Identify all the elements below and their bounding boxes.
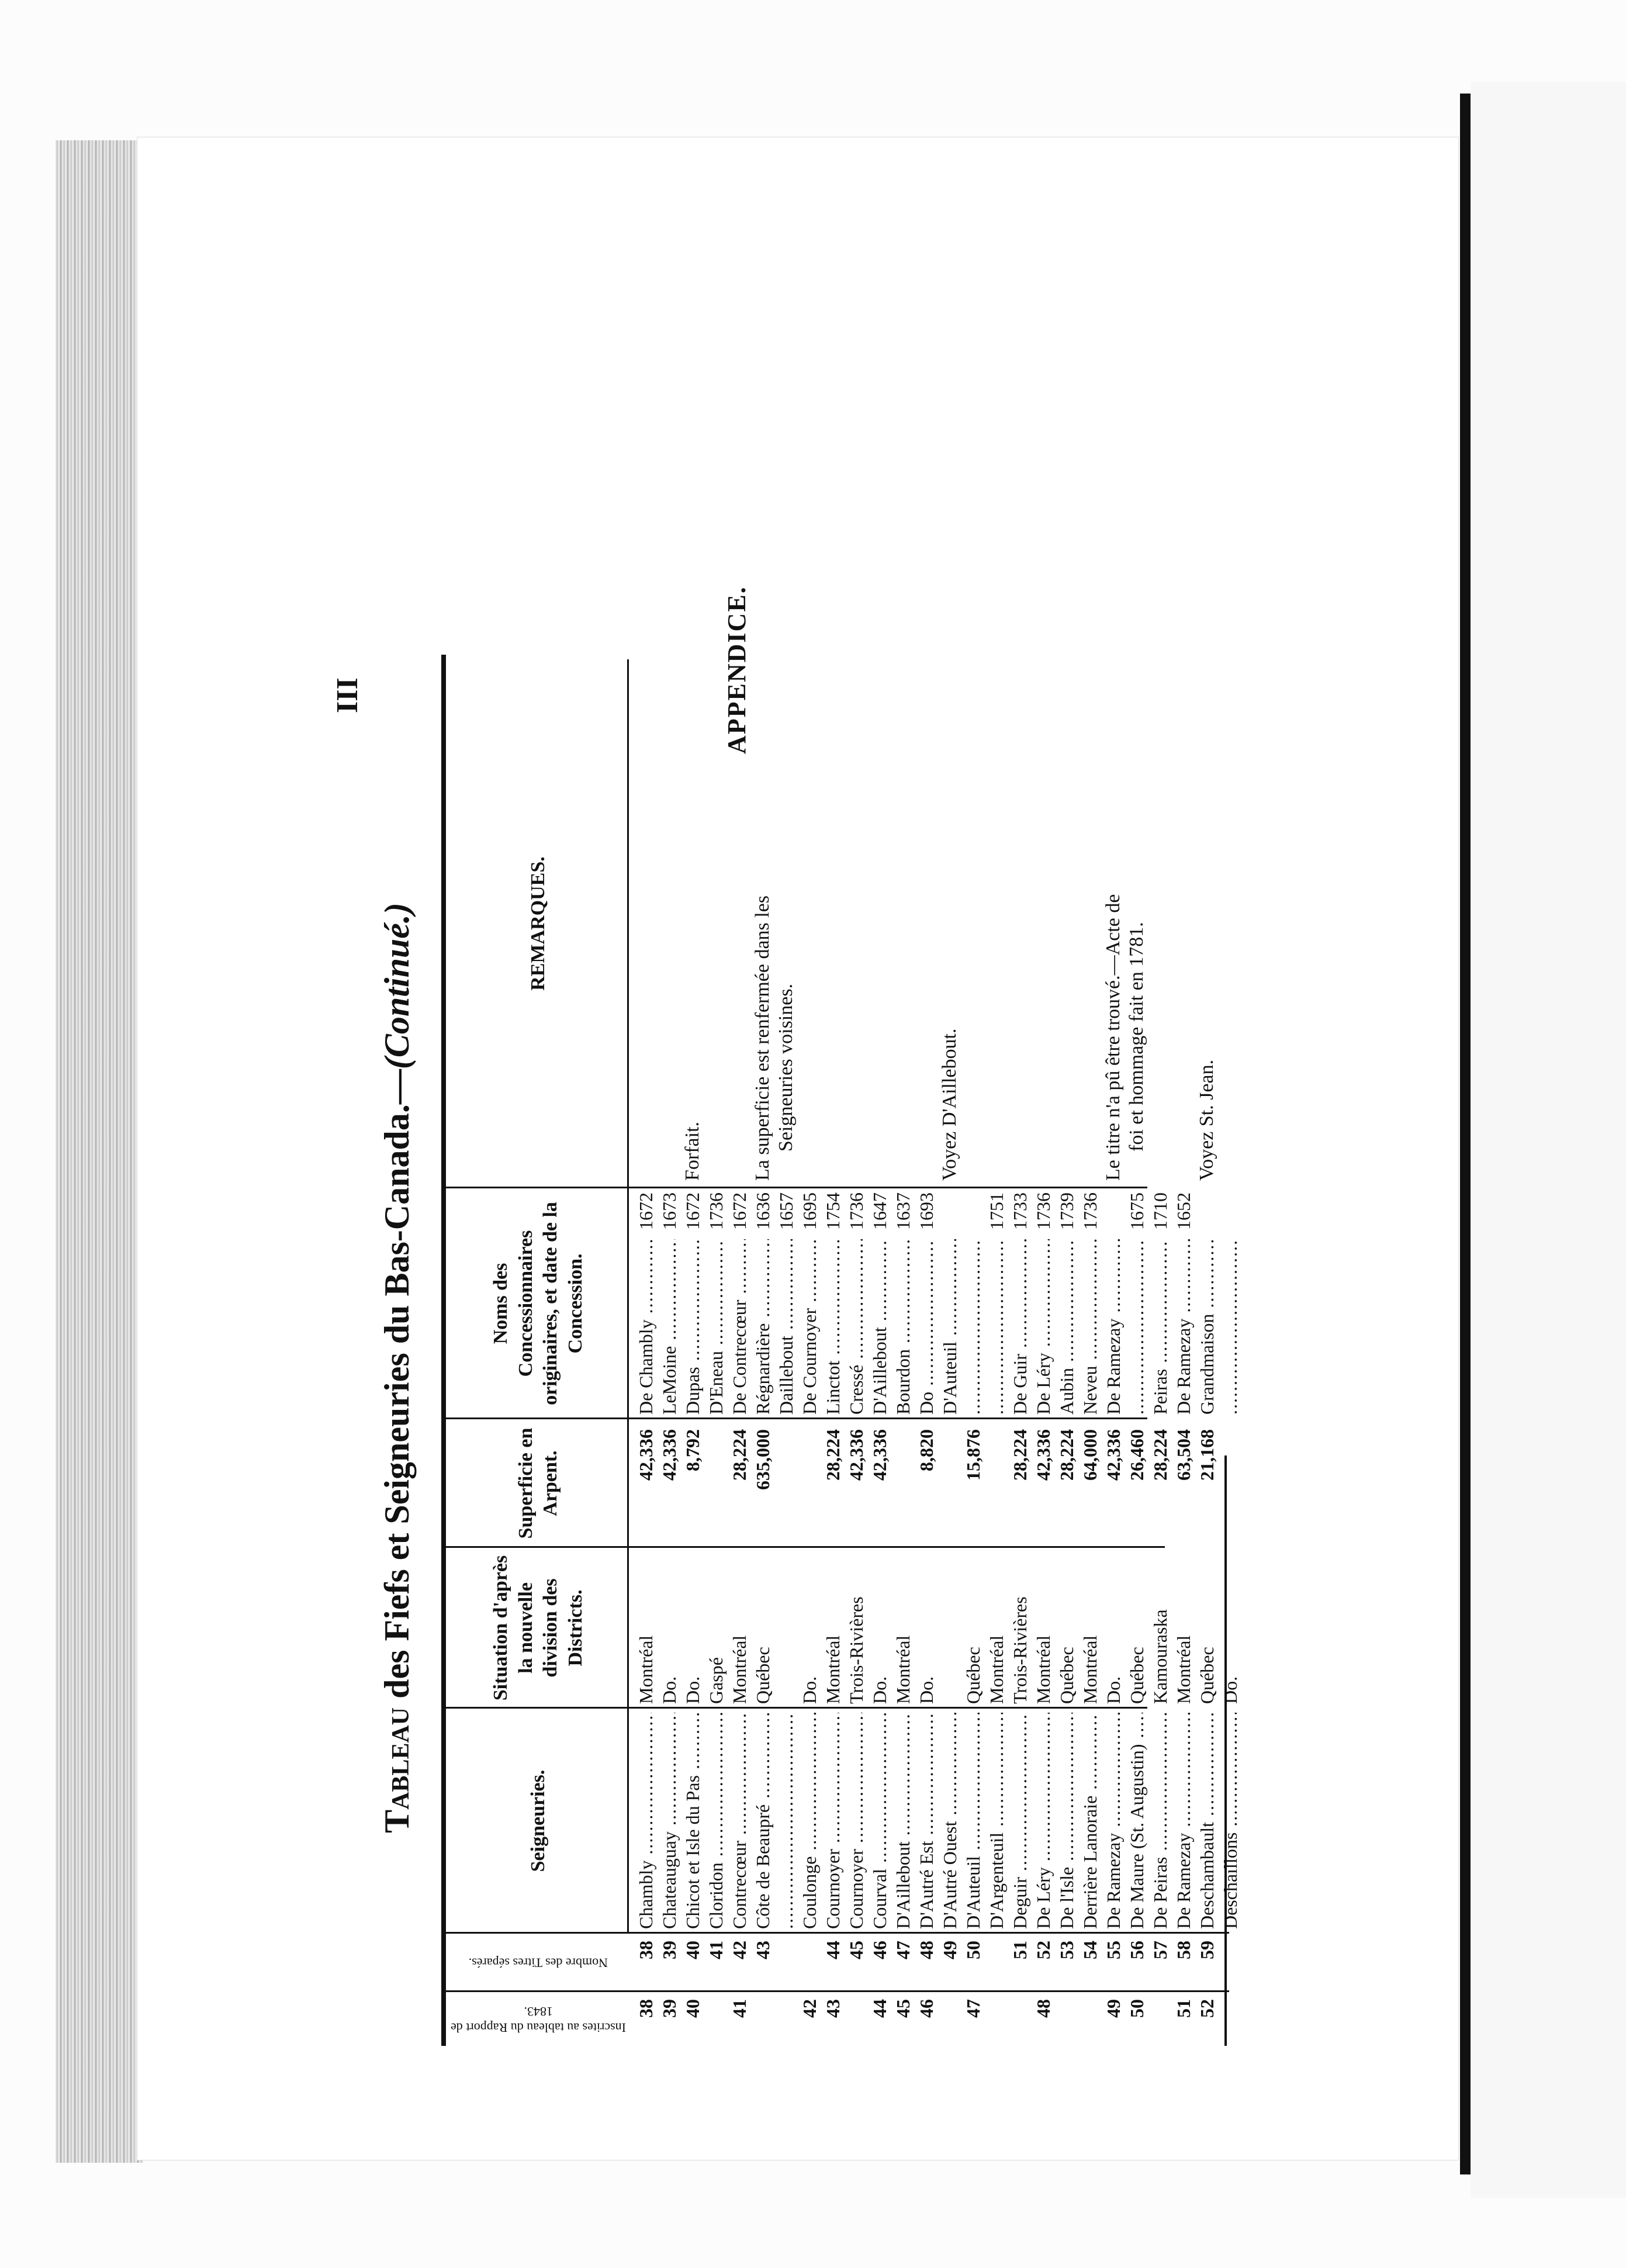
concession-date: 1657 bbox=[776, 1192, 797, 1230]
facing-page bbox=[1471, 82, 1626, 2198]
remark-forfait: Forfait. bbox=[681, 1121, 703, 1181]
concessionnaire-row bbox=[845, 1192, 868, 1415]
seigneurie-cell: D'Aillebout ..... bbox=[891, 1713, 915, 1929]
concession-date: 1754 bbox=[822, 1192, 843, 1230]
situation-cell: Do. bbox=[916, 1676, 937, 1704]
concessionnaire-name: Daillebout ..... bbox=[774, 1239, 798, 1415]
superficie-cell: 28,224 bbox=[1056, 1429, 1077, 1481]
header-remarques: REMARQUES. bbox=[527, 856, 549, 991]
rapport-cell bbox=[845, 1993, 868, 2046]
situation-cell bbox=[938, 1551, 961, 1704]
concession-date bbox=[938, 1192, 961, 1239]
seigneurie-cell: Contrecœur ..... bbox=[728, 1713, 751, 1929]
concession-date: 1710 bbox=[1150, 1192, 1171, 1230]
concession-date: 1652 bbox=[1173, 1192, 1194, 1230]
concession-date: 1693 bbox=[916, 1192, 937, 1230]
titres-cell bbox=[774, 1935, 798, 1990]
title-main: des Fiefs et Seigneuries du Bas-Canada.— bbox=[378, 1069, 416, 1707]
concessionnaire-row bbox=[1172, 1192, 1195, 1415]
concessionnaire-name bbox=[1219, 1239, 1242, 1415]
column-rule bbox=[446, 1707, 1147, 1709]
concessionnaire-row bbox=[961, 1192, 985, 1415]
concessionnaire-row bbox=[1008, 1192, 1032, 1415]
concession-date: 1637 bbox=[892, 1192, 914, 1230]
situation-cell: Montréal bbox=[1033, 1635, 1054, 1704]
rapport-cell: 46 bbox=[916, 1999, 937, 2018]
superficie-cell bbox=[798, 1423, 821, 1543]
concessionnaire-name: De Guir ..... bbox=[1008, 1239, 1032, 1415]
concessionnaire-row bbox=[1125, 1192, 1148, 1415]
superficie-cell bbox=[985, 1423, 1008, 1543]
concessionnaire-name: De Cournoyer ..... bbox=[798, 1239, 821, 1415]
titres-cell bbox=[985, 1935, 1008, 1990]
concessionnaire-row bbox=[1148, 1192, 1172, 1415]
situation-cell: Québec bbox=[1196, 1647, 1217, 1704]
seigneurie-cell: Cournoyer ..... bbox=[845, 1713, 868, 1929]
rapport-cell: 42 bbox=[799, 1999, 820, 2018]
seigneurie-cell: Coulonge ..... bbox=[798, 1713, 821, 1929]
header-situation: Situation d'après la nouvelle division des Districts. bbox=[490, 1555, 586, 1701]
concessionnaire-row bbox=[915, 1192, 938, 1415]
seigneurie-cell bbox=[774, 1713, 798, 1929]
seigneurie-cell: Deguir ..... bbox=[1008, 1713, 1032, 1929]
concessionnaire-row bbox=[1219, 1192, 1242, 1415]
rapport-cell bbox=[1219, 1993, 1242, 2046]
rapport-cell: 50 bbox=[1126, 1999, 1147, 2018]
situation-cell: Do. bbox=[682, 1676, 703, 1704]
header-rapport: Inscrites au tableau du Rapport de 1843. bbox=[451, 2004, 626, 2035]
seigneurie-cell: D'Autré Ouest ..... bbox=[938, 1713, 961, 1929]
superficie-cell: 8,820 bbox=[916, 1429, 937, 1471]
superficie-cell: 28,224 bbox=[1150, 1429, 1171, 1481]
titres-cell: 56 bbox=[1126, 1941, 1147, 1959]
rapport-cell: 38 bbox=[635, 1999, 656, 2018]
seigneurie-cell: Deschaillons ..... bbox=[1219, 1713, 1242, 1929]
rapport-cell bbox=[1055, 1993, 1078, 2046]
concessionnaire-name: D'Aillebout ..... bbox=[868, 1239, 891, 1415]
concessionnaire-name: Bourdon ..... bbox=[891, 1239, 915, 1415]
concession-date: 1647 bbox=[869, 1192, 890, 1230]
page-gutter bbox=[1460, 94, 1471, 2174]
column-rule bbox=[446, 1990, 1229, 1992]
titres-cell: 43 bbox=[752, 1941, 773, 1959]
concession-date: 1695 bbox=[799, 1192, 820, 1230]
situation-cell: Do. bbox=[659, 1676, 680, 1704]
seigneurie-cell: D'Argenteuil ..... bbox=[985, 1713, 1008, 1929]
concession-date: 1672 bbox=[635, 1192, 656, 1230]
concession-date: 1733 bbox=[1009, 1192, 1030, 1230]
concessionnaire-row bbox=[751, 1192, 774, 1415]
concessionnaire-row bbox=[681, 1192, 704, 1415]
concession-date: 1751 bbox=[986, 1192, 1007, 1230]
header-superficie: Superficie en Arpent. bbox=[514, 1427, 561, 1539]
concessionnaire-row bbox=[891, 1192, 915, 1415]
superficie-cell: 21,168 bbox=[1196, 1429, 1217, 1481]
concessionnaire-row bbox=[821, 1192, 845, 1415]
concessionnaire-name: D'Auteuil ..... bbox=[938, 1239, 961, 1415]
table-top-rule bbox=[441, 655, 446, 2046]
concession-date: 1672 bbox=[682, 1192, 703, 1230]
rapport-cell: 41 bbox=[729, 1999, 750, 2018]
concessionnaire-row bbox=[1102, 1192, 1125, 1415]
situation-cell: Québec bbox=[752, 1647, 773, 1704]
situation-cell: Do. bbox=[1103, 1676, 1124, 1704]
rapport-cell: 40 bbox=[682, 1999, 703, 2018]
situation-cell: Do. bbox=[869, 1676, 890, 1704]
concession-date: 1739 bbox=[1056, 1192, 1077, 1230]
superficie-cell: 42,336 bbox=[846, 1429, 867, 1481]
remark-ramezay-line1: Le titre n'a pû être trouvé.—Acte de bbox=[1102, 894, 1124, 1181]
rotated-table-document bbox=[331, 246, 1365, 2058]
titres-cell: 58 bbox=[1173, 1941, 1194, 1959]
superficie-cell bbox=[938, 1423, 961, 1543]
remark-deschambault: Voyez St. Jean. bbox=[1196, 1059, 1217, 1181]
column-situation bbox=[634, 1551, 1242, 1704]
concessionnaire-name: D'Eneau ..... bbox=[704, 1239, 728, 1415]
concessionnaire-name: Do ..... bbox=[915, 1239, 938, 1415]
rapport-cell: 47 bbox=[963, 1999, 984, 2018]
seigneurie-cell: De Ramezay ..... bbox=[1172, 1713, 1195, 1929]
titres-cell: 54 bbox=[1080, 1941, 1101, 1959]
rapport-cell bbox=[1008, 1993, 1032, 2046]
titres-cell: 38 bbox=[635, 1941, 656, 1959]
concession-date: 1636 bbox=[752, 1192, 773, 1230]
concessionnaire-name: Régnardière ..... bbox=[751, 1239, 774, 1415]
concessionnaire-row bbox=[634, 1192, 658, 1415]
rapport-cell: 39 bbox=[659, 1999, 680, 2018]
concessionnaire-name: Dupas ..... bbox=[681, 1239, 704, 1415]
column-titres bbox=[634, 1935, 1242, 1990]
concessionnaire-row bbox=[1078, 1192, 1102, 1415]
seigneurie-cell: De Ramezay ..... bbox=[1102, 1713, 1125, 1929]
rapport-cell: 43 bbox=[822, 1999, 843, 2018]
superficie-cell: 42,336 bbox=[659, 1429, 680, 1481]
column-rule bbox=[446, 1187, 1147, 1188]
rapport-cell: 48 bbox=[1033, 1999, 1054, 2018]
concessionnaire-name: De Chambly ..... bbox=[634, 1239, 658, 1415]
concessionnaire-row bbox=[728, 1192, 751, 1415]
situation-cell bbox=[774, 1551, 798, 1704]
titres-cell: 47 bbox=[892, 1941, 914, 1959]
titres-cell bbox=[798, 1935, 821, 1990]
titres-cell: 53 bbox=[1056, 1941, 1077, 1959]
header-rule bbox=[627, 659, 629, 1934]
rapport-cell: 52 bbox=[1196, 1999, 1217, 2018]
rapport-cell bbox=[938, 1993, 961, 2046]
concessionnaire-row bbox=[1055, 1192, 1078, 1415]
rapport-cell: 44 bbox=[869, 1999, 890, 2018]
superficie-cell: 635,000 bbox=[752, 1429, 773, 1490]
concessionnaire-name bbox=[985, 1239, 1008, 1415]
concessionnaire-row bbox=[1195, 1192, 1219, 1415]
superficie-cell: 28,224 bbox=[1009, 1429, 1030, 1481]
situation-cell: Gaspé bbox=[705, 1657, 726, 1704]
superficie-cell bbox=[774, 1423, 798, 1543]
titres-cell: 50 bbox=[963, 1941, 984, 1959]
titres-cell: 59 bbox=[1196, 1941, 1217, 1959]
superficie-cell bbox=[891, 1423, 915, 1543]
seigneurie-cell: Deschambault ..... bbox=[1195, 1713, 1219, 1929]
situation-cell: Montréal bbox=[729, 1635, 750, 1704]
concessionnaire-name bbox=[961, 1239, 985, 1415]
situation-cell: Montréal bbox=[635, 1635, 656, 1704]
superficie-cell: 28,224 bbox=[822, 1429, 843, 1481]
concessionnaire-row bbox=[1032, 1192, 1055, 1415]
superficie-cell: 42,336 bbox=[869, 1429, 890, 1481]
superficie-cell bbox=[704, 1423, 728, 1543]
titres-cell: 46 bbox=[869, 1941, 890, 1959]
seigneurie-cell: Derrière Lanoraie ..... bbox=[1078, 1713, 1102, 1929]
seigneurie-cell: Chambly ..... bbox=[634, 1713, 658, 1929]
concessionnaire-name: De Léry ..... bbox=[1032, 1239, 1055, 1415]
superficie-cell: 42,336 bbox=[1033, 1429, 1054, 1481]
superficie-cell: 8,792 bbox=[682, 1429, 703, 1471]
remark-beaupre-line2: Seigneuries voisines. bbox=[775, 983, 797, 1152]
superficie-cell: 42,336 bbox=[1103, 1429, 1124, 1481]
situation-cell: Do. bbox=[1220, 1676, 1241, 1704]
concessionnaire-name: De Contrecœur ..... bbox=[728, 1239, 751, 1415]
column-rule bbox=[446, 1546, 1165, 1548]
titres-cell: 52 bbox=[1033, 1941, 1054, 1959]
header-concessionnaires: Noms des Concessionnaires originaires, et date de la Concession. bbox=[490, 1202, 586, 1405]
concessionnaire-row bbox=[938, 1192, 961, 1415]
situation-cell: Québec bbox=[963, 1647, 984, 1704]
concession-date bbox=[1195, 1192, 1219, 1239]
column-seigneuries bbox=[634, 1713, 1242, 1929]
titres-cell: 55 bbox=[1103, 1941, 1124, 1959]
superficie-cell: 64,000 bbox=[1080, 1429, 1101, 1481]
column-rule bbox=[446, 1418, 1147, 1419]
seigneurie-cell: D'Autré Est ..... bbox=[915, 1713, 938, 1929]
concessionnaire-name bbox=[1125, 1239, 1148, 1415]
rapport-cell bbox=[751, 1993, 774, 2046]
seigneurie-cell: Chateauguay ..... bbox=[658, 1713, 681, 1929]
seigneurie-cell: De Maure (St. Augustin) ..... bbox=[1125, 1713, 1148, 1929]
titres-cell: 40 bbox=[682, 1941, 703, 1959]
situation-cell: Kamouraska bbox=[1150, 1609, 1171, 1704]
titres-cell: 41 bbox=[705, 1941, 726, 1959]
superficie-cell: 26,460 bbox=[1126, 1429, 1147, 1481]
titres-cell: 49 bbox=[939, 1941, 960, 1959]
concession-date: 1736 bbox=[846, 1192, 867, 1230]
concessionnaire-name: Neveu ..... bbox=[1078, 1239, 1102, 1415]
remark-beaupre-line1: La superficie est renfermée dans les bbox=[752, 895, 773, 1181]
concessionnaire-row bbox=[798, 1192, 821, 1415]
concession-date: 1673 bbox=[659, 1192, 680, 1230]
rapport-cell bbox=[1148, 1993, 1172, 2046]
rapport-cell: 51 bbox=[1173, 1999, 1194, 2018]
concessionnaire-row bbox=[868, 1192, 891, 1415]
titres-cell: 48 bbox=[916, 1941, 937, 1959]
rapport-cell bbox=[1078, 1993, 1102, 2046]
remark-ramezay-line2: foi et hommage fait en 1781. bbox=[1126, 922, 1147, 1152]
concession-date: 1736 bbox=[705, 1192, 726, 1230]
concession-date bbox=[961, 1192, 985, 1239]
concessionnaire-row bbox=[774, 1192, 798, 1415]
rapport-cell: 45 bbox=[892, 1999, 914, 2018]
concessionnaire-name: De Ramezay ..... bbox=[1172, 1239, 1195, 1415]
titres-cell bbox=[1219, 1935, 1242, 1990]
titres-cell: 45 bbox=[846, 1941, 867, 1959]
concessionnaire-name: Aubin ..... bbox=[1055, 1239, 1078, 1415]
concessionnaire-row bbox=[658, 1192, 681, 1415]
seigneurie-cell: De Peiras ..... bbox=[1148, 1713, 1172, 1929]
concessionnaire-name: De Ramezay ..... bbox=[1102, 1239, 1125, 1415]
situation-cell: Trois-Rivières bbox=[846, 1596, 867, 1704]
concession-date: 1675 bbox=[1126, 1192, 1147, 1230]
column-concessionnaires bbox=[634, 1192, 1242, 1415]
concession-date bbox=[1219, 1192, 1242, 1239]
concessionnaire-name: Cressé ..... bbox=[845, 1239, 868, 1415]
seigneurie-cell: Cournoyer ..... bbox=[821, 1713, 845, 1929]
concession-date: 1672 bbox=[729, 1192, 750, 1230]
page-number: III bbox=[331, 677, 364, 713]
running-head: APPENDICE. bbox=[722, 586, 751, 754]
seigneurie-cell: D'Auteuil ..... bbox=[961, 1713, 985, 1929]
titres-cell: 57 bbox=[1150, 1941, 1171, 1959]
rapport-cell: 49 bbox=[1103, 1999, 1124, 2018]
superficie-cell: 28,224 bbox=[729, 1429, 750, 1481]
rapport-cell bbox=[985, 1993, 1008, 2046]
concessionnaire-name: Grandmaison ..... bbox=[1195, 1239, 1219, 1415]
seigneurie-cell: Côte de Beaupré ..... bbox=[751, 1713, 774, 1929]
superficie-cell: 15,876 bbox=[963, 1429, 984, 1481]
header-seigneuries: Seigneuries. bbox=[527, 1769, 549, 1872]
rapport-cell bbox=[774, 1993, 798, 2046]
concessionnaire-name: Linctot ..... bbox=[821, 1239, 845, 1415]
seigneurie-cell: De l'Isle ..... bbox=[1055, 1713, 1078, 1929]
title-suffix: (Continué.) bbox=[378, 903, 416, 1070]
situation-cell: Montréal bbox=[892, 1635, 914, 1704]
concessionnaire-name: LeMoine ..... bbox=[658, 1239, 681, 1415]
column-rule bbox=[446, 1932, 1229, 1934]
seigneurie-cell: Cloridon ..... bbox=[704, 1713, 728, 1929]
situation-cell: Do. bbox=[799, 1676, 820, 1704]
titres-cell: 39 bbox=[659, 1941, 680, 1959]
concession-date bbox=[1102, 1192, 1125, 1239]
seigneurie-cell: De Léry ..... bbox=[1032, 1713, 1055, 1929]
situation-cell: Montréal bbox=[822, 1635, 843, 1704]
situation-cell: Montréal bbox=[1173, 1635, 1194, 1704]
remark-aillebout: Voyez D'Aillebout. bbox=[939, 1028, 960, 1181]
title-prefix: Tableau bbox=[378, 1707, 416, 1833]
seigneurie-cell: Chicot et Isle du Pas ..... bbox=[681, 1713, 704, 1929]
titres-cell: 44 bbox=[822, 1941, 843, 1959]
situation-cell: Québec bbox=[1056, 1647, 1077, 1704]
column-superficie bbox=[634, 1423, 1242, 1543]
column-rapport bbox=[634, 1993, 1242, 2046]
book-spine bbox=[56, 140, 143, 2163]
titres-cell: 42 bbox=[729, 1941, 750, 1959]
concessionnaire-name: Peiras ..... bbox=[1148, 1239, 1172, 1415]
seigneuries-table bbox=[441, 655, 1318, 2046]
titres-cell: 51 bbox=[1009, 1941, 1030, 1959]
concessionnaire-row bbox=[704, 1192, 728, 1415]
superficie-cell bbox=[1219, 1423, 1242, 1543]
concession-date: 1736 bbox=[1080, 1192, 1101, 1230]
table-title bbox=[377, 696, 417, 2040]
header-titres: Nombre des Titres séparés. bbox=[468, 1955, 608, 1970]
situation-cell: Québec bbox=[1126, 1647, 1147, 1704]
situation-cell: Montréal bbox=[1080, 1635, 1101, 1704]
rapport-cell bbox=[704, 1993, 728, 2046]
situation-cell: Montréal bbox=[986, 1635, 1007, 1704]
superficie-cell: 63,504 bbox=[1173, 1429, 1194, 1481]
concession-date: 1736 bbox=[1033, 1192, 1054, 1230]
concessionnaire-row bbox=[985, 1192, 1008, 1415]
seigneurie-cell: Courval ..... bbox=[868, 1713, 891, 1929]
superficie-cell: 42,336 bbox=[635, 1429, 656, 1481]
situation-cell: Trois-Rivières bbox=[1009, 1596, 1030, 1704]
